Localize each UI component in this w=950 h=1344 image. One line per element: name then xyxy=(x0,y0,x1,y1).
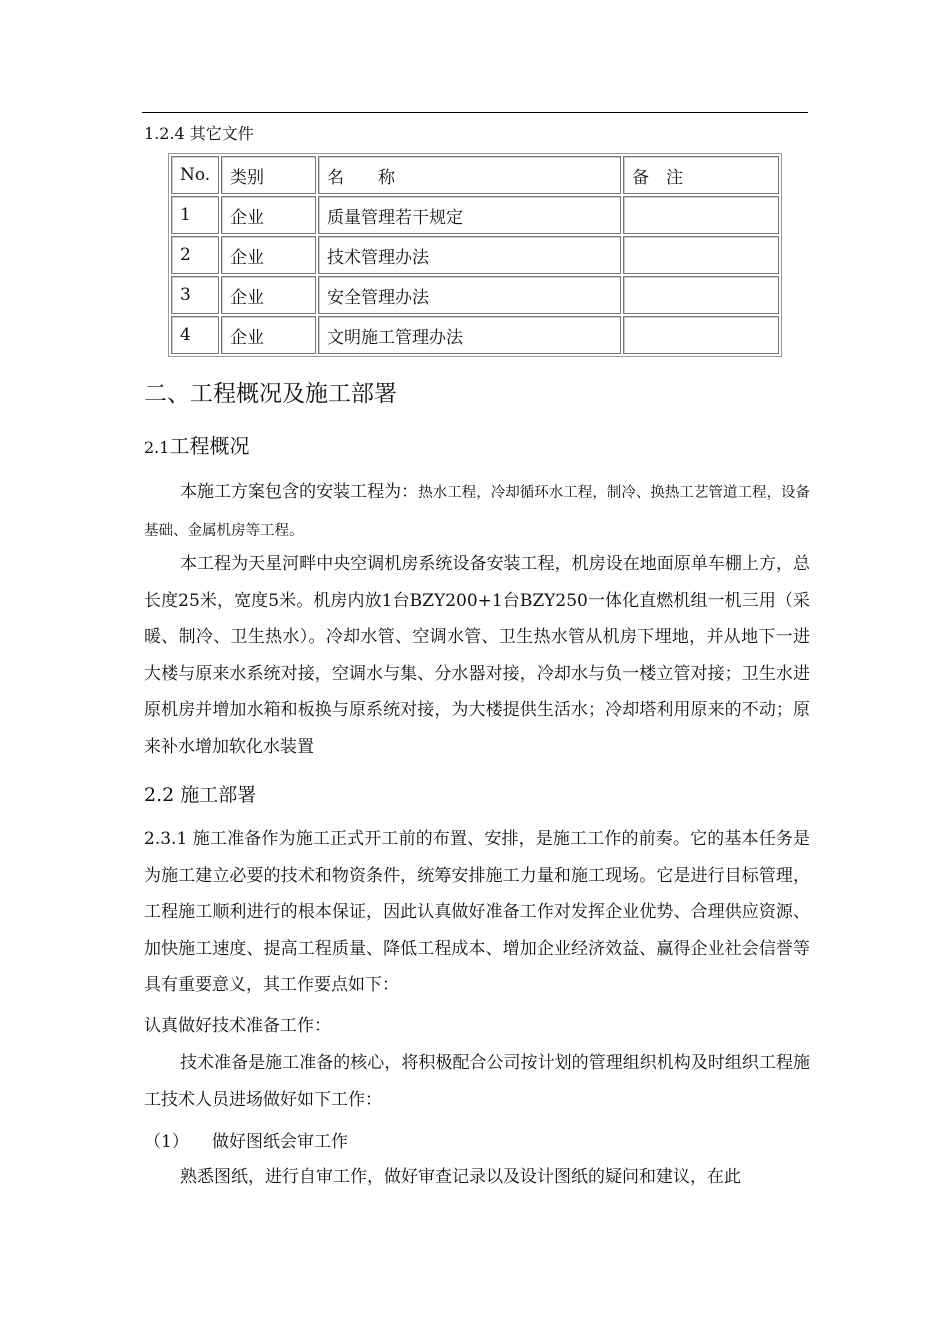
other-documents-table xyxy=(168,153,782,357)
table-cell: 1 xyxy=(171,196,219,234)
table-cell: 安全管理办法 xyxy=(318,276,621,314)
paragraph-project-overview: 本工程为天星河畔中央空调机房系统设备安装工程，机房设在地面原单车棚上方，总长度25米，宽度5米。机房内放1台BZY200+1台BZY250一体化直燃机组一机三用（采暖、制冷、卫生热水）。冷却水管、空调水管、卫生热水管从机房下埋地，并从地下一进大楼与原来水系统对接，空调水与集、分水器对接，冷却水与负一楼立管对接；卫生水进原机房并增加水箱和板换与原系统对接，为大楼提供生活水；冷却塔利用原来的不动；原来补水增加软化水装置 xyxy=(144,554,810,757)
section-title-124: 1.2.4 其它文件 xyxy=(144,124,254,143)
paragraph-preparation: 2.3.1 施工准备作为施工正式开工前的布置、安排，是施工工作的前奏。它的基本任务是为施工建立必要的技术和物资条件，统筹安排施工力量和施工现场。它是进行目标管理，工程施工顺利进行的根本保证，因此认真做好准备工作对发挥企业优势、合理供应资源、加快施工速度、提高工程质量、降低工程成本、增加企业经济效益、赢得企业社会信誉等具有重要意义，其工作要点如下： xyxy=(144,829,810,995)
table-cell: 质量管理若干规定 xyxy=(318,196,621,234)
table-cell xyxy=(623,316,779,354)
table-row xyxy=(171,236,779,274)
list-item-title: 做好图纸会审工作 xyxy=(212,1132,348,1152)
section-title-21 xyxy=(144,430,249,459)
table-cell: 技术管理办法 xyxy=(318,236,621,274)
section-title: 工程概况 xyxy=(169,434,250,458)
paragraph-scope xyxy=(144,474,810,549)
table-row xyxy=(171,276,779,314)
table-header-cell: 备 注 xyxy=(623,156,779,194)
chapter-title: 二、工程概况及施工部署 xyxy=(144,381,397,407)
paragraph-lead: 本施工方案包含的安装工程为： xyxy=(180,482,419,502)
table-cell: 2 xyxy=(171,236,219,274)
table-header-cell: 名 称 xyxy=(318,156,621,194)
paragraph-rest: 热水工程，冷却循环水工程，制冷、换热工艺管道工程，设备基础、金属机房等工程。 xyxy=(144,485,811,539)
table-row xyxy=(171,196,779,234)
table-cell: 企业 xyxy=(221,236,316,274)
table-cell: 企业 xyxy=(221,196,316,234)
table-header-row xyxy=(171,156,779,194)
table-cell: 企业 xyxy=(221,316,316,354)
paragraph-drawings: 熟悉图纸，进行自审工作，做好审查记录以及设计图纸的疑问和建议，在此 xyxy=(180,1167,741,1187)
table-cell: 文明施工管理办法 xyxy=(318,316,621,354)
table-cell xyxy=(623,276,779,314)
table-cell: 企业 xyxy=(221,276,316,314)
table-cell xyxy=(623,236,779,274)
table-row xyxy=(171,316,779,354)
table-cell xyxy=(623,196,779,234)
header-rule xyxy=(142,112,808,113)
paragraph-technical-prep-heading: 认真做好技术准备工作： xyxy=(144,1016,331,1036)
table-header-cell: 类别 xyxy=(221,156,316,194)
section-title-22: 2.2 施工部署 xyxy=(144,784,257,806)
table-cell: 3 xyxy=(171,276,219,314)
section-number: 2.1 xyxy=(144,438,170,457)
table-header-cell: No. xyxy=(171,156,219,194)
paragraph-technical-prep: 技术准备是施工准备的核心，将积极配合公司按计划的管理组织机构及时组织工程施工技术人员进场做好如下工作： xyxy=(144,1053,810,1110)
list-item-number: （1） xyxy=(144,1132,189,1152)
table-cell: 4 xyxy=(171,316,219,354)
